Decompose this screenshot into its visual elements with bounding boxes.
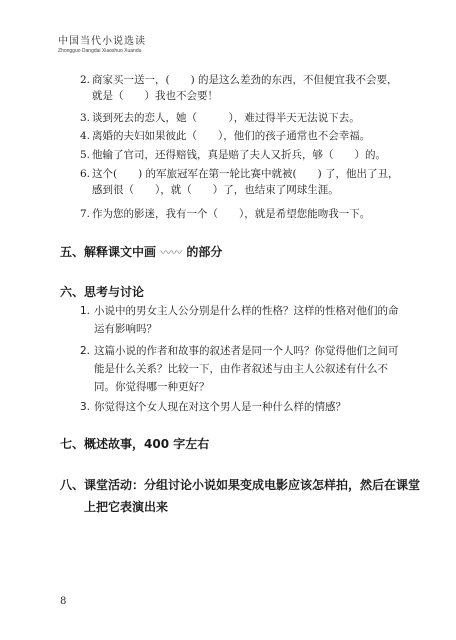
item-number: 6. [80,168,91,180]
question-number: 1. [80,305,91,317]
question-number: 3. [80,401,91,413]
item-number: 3. [80,112,91,124]
section-8-line-2: 上把它表演出来 [84,500,169,514]
exercise-item-7 [80,206,390,222]
question-text: 这篇小说的作者和故事的叙述者是同一个人吗？你觉得他们之间可能是什么关系？比较一下，由作者叙述与由主人公叙述有什么不同。你觉得哪一种更好？ [94,345,399,393]
exercise-item-3 [80,110,390,126]
exercise-item-5 [80,147,390,163]
discussion-question-1 [80,302,400,338]
question-text: 小说中的男女主人公分别是什么样的性格？这样的性格对他们的命运有影响吗？ [94,305,399,335]
item-text: 作为您的影迷，我有一个（ ），就是希望您能吻我一下。 [92,208,371,220]
discussion-question-3 [80,398,400,416]
item-number: 5. [80,149,91,161]
section-5-suffix: 的部分 [186,245,223,259]
item-text: 谈到死去的恋人，她（ ），难过得半天无法说下去。 [92,112,360,124]
exercise-item-4 [80,128,390,144]
series-subtitle: Zhongguo Dangdai Xiaoshuo Xuandu [58,48,142,54]
section-6-heading: 六、思考与讨论 [60,285,145,299]
section-5-heading [60,243,222,262]
exercise-item-2 [80,72,398,104]
section-5-title: 五、解释课文中画 [60,245,157,259]
discussion-question-2 [80,342,400,396]
page-number: 8 [60,596,67,607]
running-header [58,36,146,55]
section-8-heading [60,476,420,516]
wavy-underline-symbol: 〰〰 [160,246,183,259]
exercise-item-6 [80,166,399,198]
question-number: 2. [80,345,91,357]
series-logo: 中国当代小说选读 [58,36,146,47]
item-number: 4. [80,130,91,142]
item-text-continued: 就是（ ）我也不会要！ [92,90,218,102]
item-text: 这个( ) 的军旅冠军在第一轮比赛中就被( ) 了，他出了丑， [92,168,399,180]
item-text: 商家买一送一，( ) 的是这么差劲的东西，不但便宜我不会要， [92,74,398,86]
item-number: 7. [80,208,91,220]
section-8-line-1: 八、课堂活动：分组讨论小说如果变成电影应该怎样拍，然后在课堂 [60,478,421,492]
question-text: 你觉得这个女人现在对这个男人是一种什么样的情感？ [94,401,346,413]
item-text-continued: 感到很（ ），就（ ）了，也结束了网球生涯。 [92,184,339,196]
item-text: 他输了官司，还得赔钱，真是赔了夫人又折兵，够（ ）的。 [92,149,386,161]
item-number: 2. [80,74,91,86]
section-7-heading: 七、概述故事，400 字左右 [60,437,210,451]
item-text: 离婚的夫妇如果彼此（ ），他们的孩子通常也不会幸福。 [92,130,371,142]
